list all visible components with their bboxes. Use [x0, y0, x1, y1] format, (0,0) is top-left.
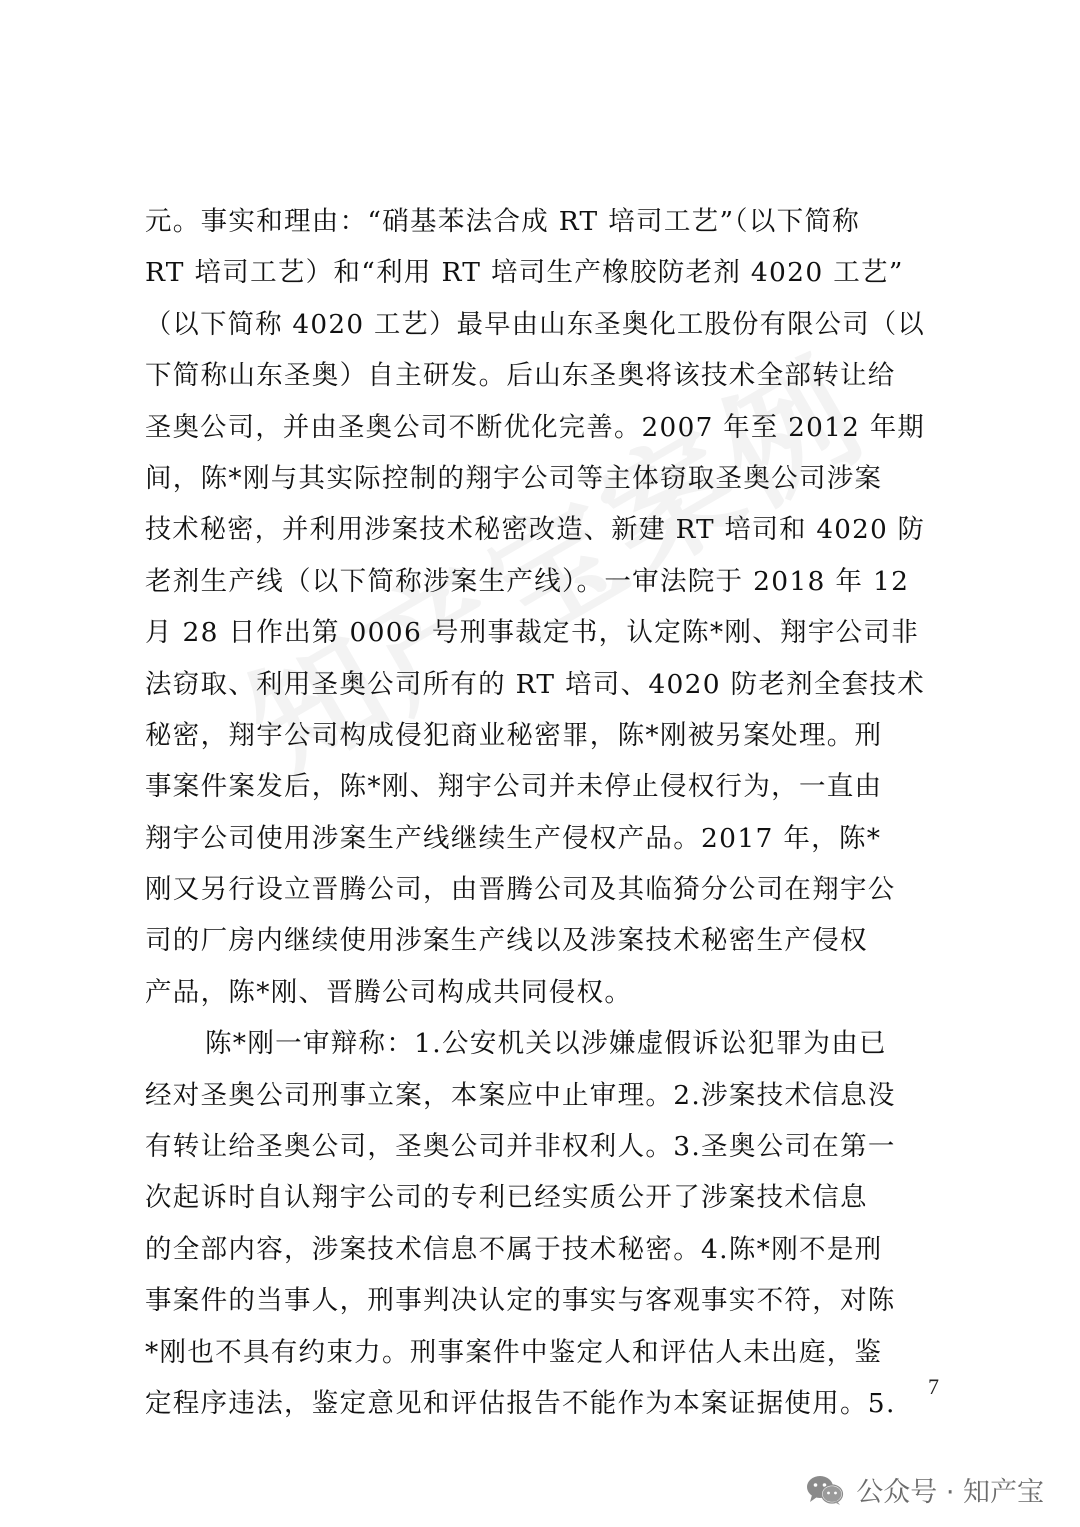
text-line: 月 28 日作出第 0006 号刑事裁定书，认定陈*刚、翔宇公司非	[145, 617, 920, 649]
text-line: 刚又另行设立晋腾公司，由晋腾公司及其临猗分公司在翔宇公	[145, 874, 896, 906]
document-body	[145, 196, 925, 1429]
text-line: 产品，陈*刚、晋腾公司构成共同侵权。	[145, 976, 633, 1008]
text-line: 定程序违法，鉴定意见和评估报告不能作为本案证据使用。5.	[145, 1387, 896, 1419]
text-line: 下简称山东圣奥）自主研发。后山东圣奥将该技术全部转让给	[145, 360, 896, 392]
text-line: 事案件案发后，陈*刚、翔宇公司并未停止侵权行为，一直由	[145, 771, 883, 803]
text-line: 老剂生产线（以下简称涉案生产线）。一审法院于 2018 年 12	[145, 565, 910, 597]
text-line: 司的厂房内继续使用涉案生产线以及涉案技术秘密生产侵权	[145, 925, 868, 957]
text-line: 陈*刚一审辩称：1.公安机关以涉嫌虚假诉讼犯罪为由已	[205, 1028, 887, 1060]
text-line: RT 培司工艺）和“利用 RT 培司生产橡胶防老剂 4020 工艺”	[145, 257, 904, 289]
text-line: 翔宇公司使用涉案生产线继续生产侵权产品。2017 年，陈*	[145, 822, 882, 854]
text-line: 次起诉时自认翔宇公司的专利已经实质公开了涉案技术信息	[145, 1182, 868, 1214]
text-line: 元。事实和理由：“硝基苯法合成 RT 培司工艺”（以下简称	[145, 206, 861, 237]
text-line: 技术秘密，并利用涉案技术秘密改造、新建 RT 培司和 4020 防	[145, 514, 925, 546]
footer-account	[806, 1470, 1044, 1509]
text-line: 经对圣奥公司刑事立案，本案应中止审理。2.涉案技术信息没	[145, 1079, 896, 1111]
text-line: （以下简称 4020 工艺）最早由山东圣奥化工股份有限公司（以	[145, 308, 925, 340]
wechat-icon	[806, 1474, 844, 1506]
text-line: 有转让给圣奥公司，圣奥公司并非权利人。3.圣奥公司在第一	[145, 1131, 896, 1163]
text-line: 法窃取、利用圣奥公司所有的 RT 培司、4020 防老剂全套技术	[145, 668, 925, 700]
text-line: 的全部内容，涉案技术信息不属于技术秘密。4.陈*刚不是刑	[145, 1233, 883, 1265]
text-line: 圣奥公司，并由圣奥公司不断优化完善。2007 年至 2012 年期	[145, 411, 925, 443]
text-line: 间，陈*刚与其实际控制的翔宇公司等主体窃取圣奥公司涉案	[145, 462, 883, 494]
page-number: 7	[928, 1374, 939, 1399]
text-line: 秘密，翔宇公司构成侵犯商业秘密罪，陈*刚被另案处理。刑	[145, 719, 883, 751]
text-line: *刚也不具有约束力。刑事案件中鉴定人和评估人未出庭，鉴	[145, 1336, 883, 1368]
text-line: 事案件的当事人，刑事判决认定的事实与客观事实不符，对陈	[145, 1285, 896, 1317]
footer-account-name: 公众号 · 知产宝	[856, 1477, 1044, 1508]
